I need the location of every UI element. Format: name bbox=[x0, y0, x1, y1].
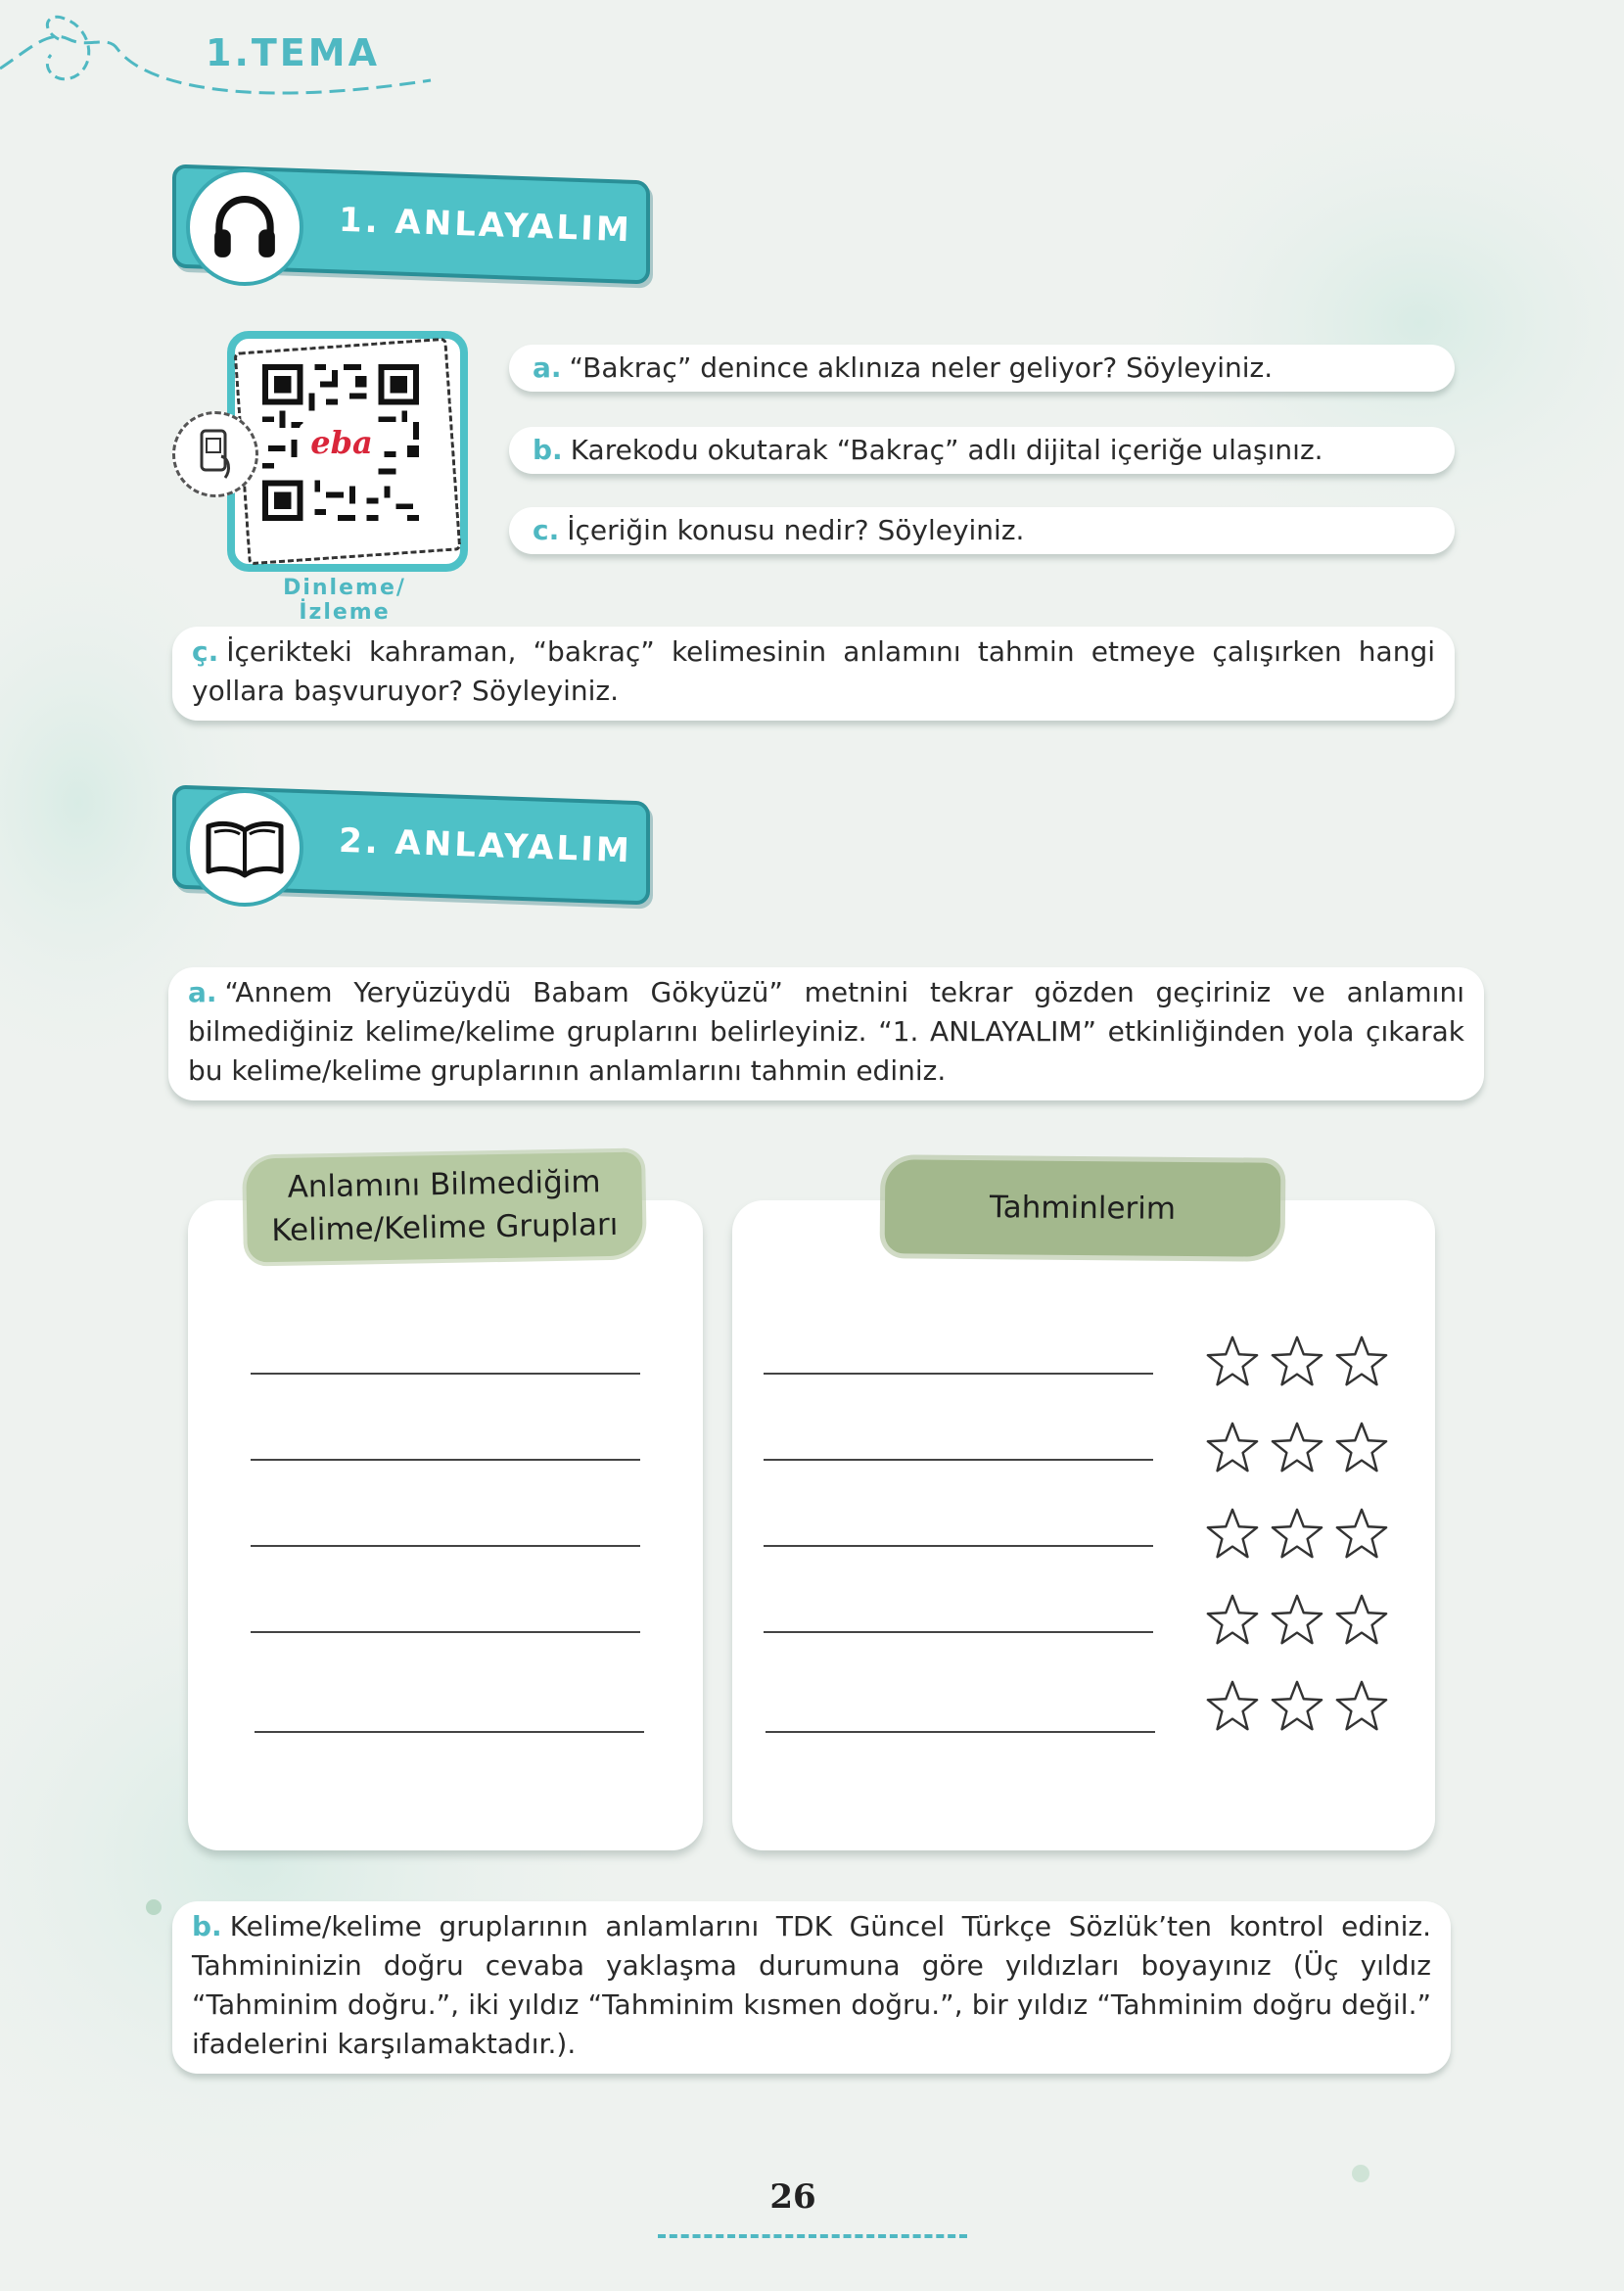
question-text: Karekodu okutarak “Bakraç” adlı dijital içeriğe ulaşınız. bbox=[570, 434, 1323, 466]
star-rating-row bbox=[1204, 1678, 1390, 1735]
phone-scan-icon bbox=[172, 411, 258, 497]
question-2b-pill bbox=[172, 1901, 1451, 2074]
header-line-1: Anlamını Bilmediğim bbox=[287, 1164, 601, 1205]
question-a-pill bbox=[509, 345, 1455, 392]
question-2a-pill bbox=[168, 967, 1484, 1100]
guess-line[interactable] bbox=[764, 1373, 1153, 1375]
star-icon[interactable] bbox=[1333, 1506, 1390, 1563]
star-icon[interactable] bbox=[1204, 1592, 1261, 1649]
star-icon[interactable] bbox=[1269, 1592, 1325, 1649]
answer-line[interactable] bbox=[251, 1459, 640, 1461]
star-icon[interactable] bbox=[1333, 1592, 1390, 1649]
star-icon[interactable] bbox=[1333, 1420, 1390, 1476]
question-tag: b. bbox=[192, 1910, 222, 1942]
page-number: 26 bbox=[769, 2177, 816, 2217]
star-icon[interactable] bbox=[1269, 1333, 1325, 1390]
answer-line[interactable] bbox=[251, 1631, 640, 1633]
question-text: İçerikteki kahraman, “bakraç” kelimesinin anlamını tahmin etmeye çalışırken hangi yollara başvuruyor? Söyleyiniz. bbox=[192, 635, 1435, 707]
question-tag: c. bbox=[533, 514, 560, 546]
star-icon[interactable] bbox=[1333, 1333, 1390, 1390]
answer-line[interactable] bbox=[255, 1731, 644, 1733]
theme-title: 1.TEMA bbox=[206, 31, 380, 74]
section-1-banner bbox=[172, 172, 642, 290]
section-2-banner bbox=[172, 793, 642, 911]
question-c-pill bbox=[509, 507, 1455, 554]
header-line-2: Kelime/Kelime Grupları bbox=[271, 1206, 619, 1249]
star-icon[interactable] bbox=[1204, 1420, 1261, 1476]
question-tag: ç. bbox=[192, 635, 219, 668]
question-text: “Bakraç” denince aklınıza neler geliyor? Söyleyiniz. bbox=[569, 351, 1274, 384]
media-caption: Dinleme/İzleme bbox=[283, 576, 406, 625]
star-icon[interactable] bbox=[1204, 1678, 1261, 1735]
star-rating-row bbox=[1204, 1592, 1390, 1649]
question-tag: a. bbox=[533, 351, 562, 384]
section-title: 1. ANLAYALIM bbox=[338, 200, 633, 251]
headphones-icon bbox=[186, 168, 303, 286]
star-rating-row bbox=[1204, 1420, 1390, 1476]
star-icon[interactable] bbox=[1333, 1678, 1390, 1735]
page-number-underline bbox=[658, 2234, 967, 2238]
answer-line[interactable] bbox=[251, 1545, 640, 1547]
guess-line[interactable] bbox=[766, 1731, 1155, 1733]
question-text: İçeriğin konusu nedir? Söyleyiniz. bbox=[567, 514, 1025, 546]
guesses-header: Tahminlerim bbox=[885, 1159, 1281, 1257]
star-icon[interactable] bbox=[1269, 1506, 1325, 1563]
star-icon[interactable] bbox=[1204, 1333, 1261, 1390]
question-cc-pill bbox=[172, 627, 1455, 721]
star-rating-row bbox=[1204, 1333, 1390, 1390]
eba-logo: eba bbox=[300, 423, 384, 464]
guess-line[interactable] bbox=[764, 1631, 1153, 1633]
question-text: Kelime/kelime gruplarının anlamlarını TDK Güncel Türkçe Sözlük’ten kontrol ediniz. Tahmininizin doğru cevaba yaklaşma durumuna göre yıldızları boyayınız (Üç yıldız “Tahminim doğru.”, iki yıldız “Tahminim kısmen doğru.”, bir yıldız “Tahminim doğru değil.” ifadelerini karşılamaktadır.). bbox=[192, 1910, 1431, 2060]
star-rating-row bbox=[1204, 1506, 1390, 1563]
star-icon[interactable] bbox=[1269, 1678, 1325, 1735]
question-tag: b. bbox=[533, 434, 563, 466]
question-tag: a. bbox=[188, 976, 217, 1008]
open-book-icon bbox=[186, 789, 303, 907]
section-title: 2. ANLAYALIM bbox=[338, 820, 633, 871]
unknown-words-header bbox=[246, 1151, 643, 1262]
star-icon[interactable] bbox=[1204, 1506, 1261, 1563]
guess-line[interactable] bbox=[764, 1545, 1153, 1547]
question-b-pill bbox=[509, 427, 1455, 474]
unknown-words-card bbox=[188, 1200, 703, 1850]
guess-line[interactable] bbox=[764, 1459, 1153, 1461]
answer-line[interactable] bbox=[251, 1373, 640, 1375]
star-icon[interactable] bbox=[1269, 1420, 1325, 1476]
question-text: “Annem Yeryüzüydü Babam Gökyüzü” metnini tekrar gözden geçiriniz ve anlamını bilmediğiniz kelime/kelime gruplarını belirleyiniz. “1. ANLAYALIM” etkinliğinden yola çıkarak bu kelime/kelime gruplarının anlamlarını tahmin ediniz. bbox=[188, 976, 1464, 1087]
